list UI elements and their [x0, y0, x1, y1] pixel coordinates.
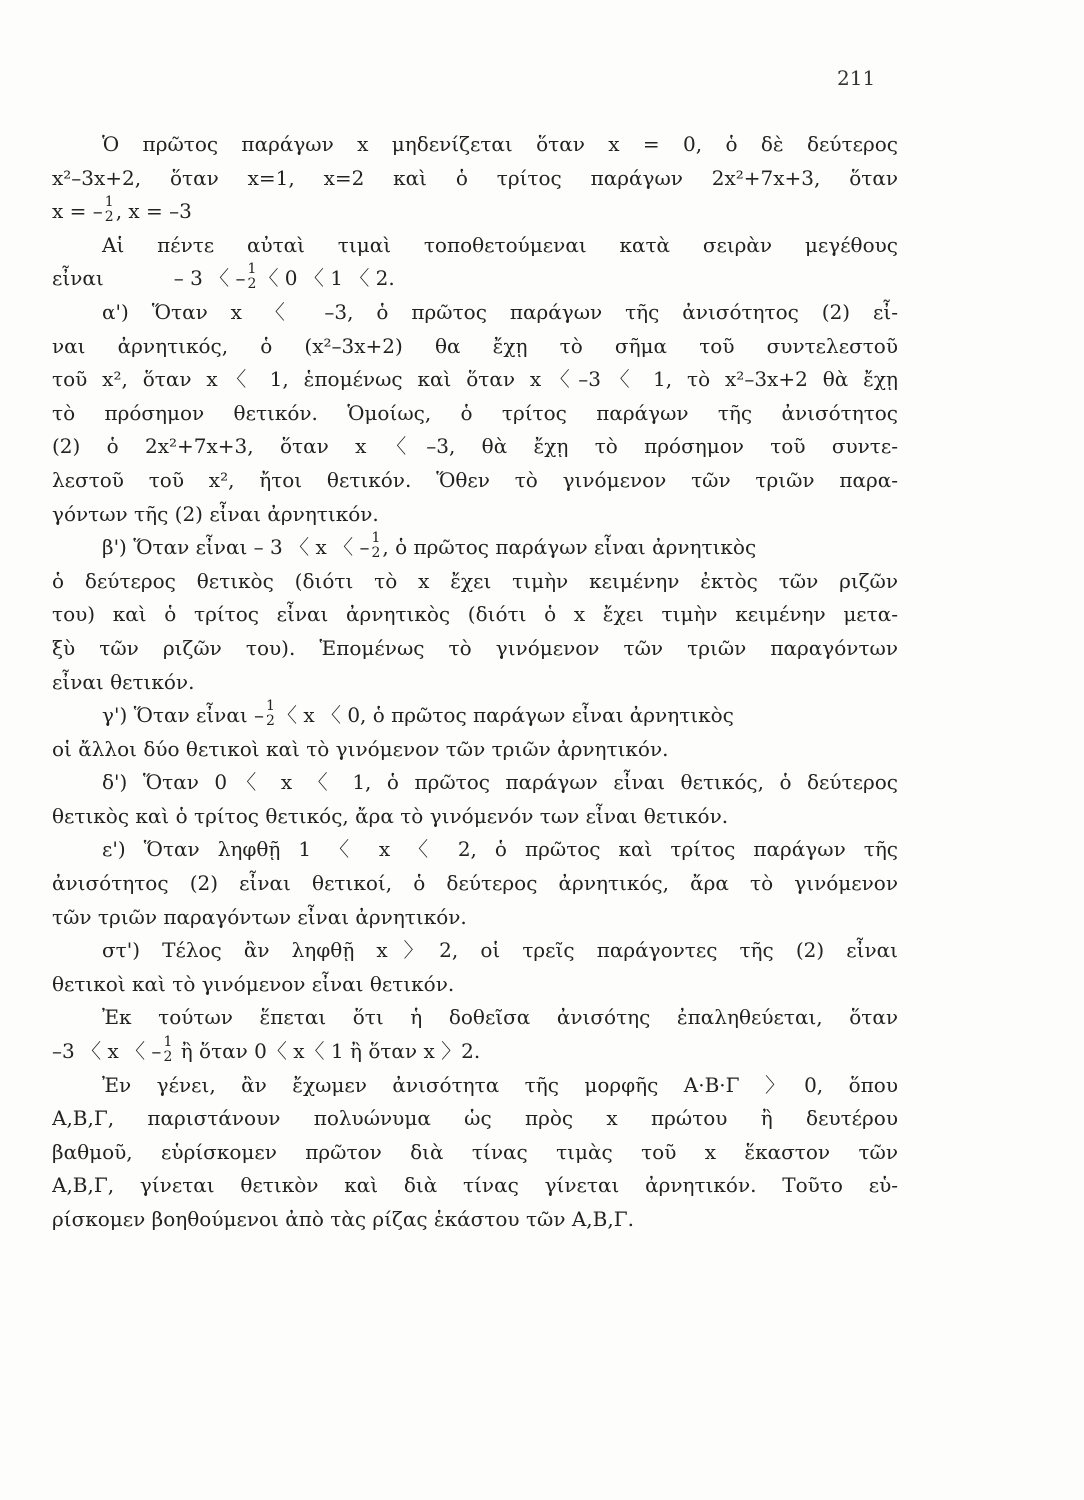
text-line: α') Ὅταν x 〈 –3, ὁ πρῶτος παράγων τῆς ἀνισότητος (2) εἶ-	[102, 299, 898, 324]
fraction-denominator: 2	[247, 275, 257, 292]
text-line: Ἐν γένει, ἂν ἔχωμεν ἀνισότητα τῆς μορφῆς Α·Β·Γ 〉0, ὅπου	[102, 1072, 898, 1097]
text-line: Αἱ πέντε αὐταὶ τιμαὶ τοποθετούμεναι κατὰ σειρὰν μεγέθους	[102, 232, 898, 257]
page-number: 211	[837, 66, 876, 90]
text-line: του) καὶ ὁ τρίτος εἶναι ἀρνητικὸς (διότι ὁ x ἔχει τιμὴν κειμένην μετα-	[52, 602, 898, 627]
text-line: εἶναι θετικόν.	[52, 669, 195, 694]
text-line: Ἐκ τούτων ἕπεται ὅτι ἡ δοθεῖσα ἀνισότης ἐπαληθεύεται, ὅταν	[102, 1005, 898, 1030]
text-line	[52, 531, 898, 565]
fraction-numerator: 1	[371, 529, 381, 546]
fraction-one-half	[163, 1035, 172, 1065]
text-line: (2) ὁ 2x²+7x+3, ὅταν x〈–3, θὰ ἔχῃ τὸ πρόσημον τοῦ συντε-	[52, 434, 898, 459]
text-line	[52, 262, 898, 296]
text-line: ναι ἀρνητικός, ὁ (x²–3x+2) θα ἔχῃ τὸ σῆμα τοῦ συντελεστοῦ	[52, 333, 898, 358]
math-text: , x = –3	[115, 199, 192, 224]
text-line: Α,Β,Γ, γίνεται θετικὸν καὶ διὰ τίνας γίνεται ἀρνητικόν. Τοῦτο εὑ-	[52, 1173, 898, 1198]
text-line: λεστοῦ τοῦ x², ἤτοι θετικόν. Ὅθεν τὸ γινόμενον τῶν τριῶν παρα-	[52, 467, 898, 492]
fraction-numerator: 1	[104, 193, 114, 210]
word: εἶναι	[52, 266, 104, 291]
text-line: θετικὸς καὶ ὁ τρίτος θετικός, ἄρα τὸ γινόμενόν των εἶναι θετικόν.	[52, 803, 729, 828]
text-line: τὸ πρόσημον θετικόν. Ὁμοίως, ὁ τρίτος παράγων τῆς ἀνισότητος	[52, 400, 898, 425]
text-line: x²–3x+2, ὅταν x=1, x=2 καὶ ὁ τρίτος παράγων 2x²+7x+3, ὅταν	[52, 165, 898, 190]
fraction-one-half	[371, 531, 380, 561]
text-line: οἱ ἄλλοι δύο θετικοὶ καὶ τὸ γινόμενον τῶν τριῶν ἀρνητικόν.	[52, 736, 669, 761]
fraction-denominator: 2	[266, 712, 275, 729]
math-text: β') Ὅταν εἶναι – 3 〈 x 〈 –	[102, 535, 370, 560]
fraction-one-half	[105, 195, 114, 225]
math-text: ἢ ὅταν 0〈 x〈 1 ἢ ὅταν x 〉2.	[180, 1039, 481, 1064]
text-line: τῶν τριῶν παραγόντων εἶναι ἀρνητικόν.	[52, 904, 467, 929]
text-line: θετικοὶ καὶ τὸ γινόμενον εἶναι θετικόν.	[52, 971, 455, 996]
math-text: x = –	[52, 199, 103, 224]
math-text: – 3 〈 –	[173, 266, 246, 291]
text-line: δ') Ὅταν 0〈 x 〈 1, ὁ πρῶτος παράγων εἶναι θετικός, ὁ δεύτερος	[102, 770, 898, 795]
text-line	[52, 699, 898, 733]
fraction-denominator: 2	[163, 1048, 173, 1065]
text-line: στ') Τέλος ἂν ληφθῇ x〉2, οἱ τρεῖς παράγοντες τῆς (2) εἶναι	[102, 938, 898, 963]
text-line	[52, 195, 898, 229]
text-line: ρίσκομεν βοηθούμενοι ἀπὸ τὰς ρίζας ἑκάστου τῶν Α,Β,Γ.	[52, 1207, 634, 1231]
fraction-denominator: 2	[371, 544, 381, 561]
text-line: ε') Ὅταν ληφθῇ 1 〈 x 〈 2, ὁ πρῶτος καὶ τρίτος παράγων τῆς	[102, 837, 898, 862]
fraction-one-half	[248, 262, 257, 292]
math-text: γ') Ὅταν εἶναι –	[102, 703, 265, 728]
fraction-numerator: 1	[163, 1033, 173, 1050]
text-line: Α,Β,Γ, παριστάνουν πολυώνυμα ὡς πρὸς x πρώτου ἢ δευτέρου	[52, 1106, 898, 1131]
text-line: γόντων τῆς (2) εἶναι ἀρνητικόν.	[52, 501, 379, 526]
fraction-one-half	[266, 699, 275, 729]
text-line: τοῦ x², ὅταν x〈 1, ἑπομένως καὶ ὅταν x〈–3〈 1, τὸ x²–3x+2 θὰ ἔχῃ	[52, 367, 898, 392]
fraction-numerator: 1	[266, 697, 275, 714]
text-line: ξὺ τῶν ριζῶν του). Ἑπομένως τὸ γινόμενον τῶν τριῶν παραγόντων	[52, 635, 898, 660]
text-line: Ὁ πρῶτος παράγων x μηδενίζεται ὅταν x = 0, ὁ δὲ δεύτερος	[102, 132, 898, 156]
math-text: , ὁ πρῶτος παράγων εἶναι ἀρνητικὸς	[382, 535, 757, 560]
page-body	[52, 128, 898, 1237]
text-line: ἀνισότητος (2) εἶναι θετικοί, ὁ δεύτερος ἀρνητικός, ἄρα τὸ γινόμενον	[52, 871, 898, 896]
math-text: –3 〈 x 〈 –	[52, 1039, 162, 1064]
fraction-numerator: 1	[247, 260, 257, 277]
text-line: βαθμοῦ, εὑρίσκομεν πρῶτον διὰ τίνας τιμὰς τοῦ x ἕκαστον τῶν	[52, 1139, 898, 1164]
math-text: 〈 x 〈 0, ὁ πρῶτος παράγων εἶναι ἀρνητικὸς	[276, 703, 734, 728]
text-line	[52, 1035, 898, 1069]
text-line: ὁ δεύτερος θετικὸς (διότι τὸ x ἔχει τιμὴν κειμένην ἐκτὸς τῶν ριζῶν	[52, 568, 898, 593]
fraction-denominator: 2	[104, 208, 114, 225]
math-text: 〈 0 〈 1 〈 2.	[258, 266, 395, 291]
